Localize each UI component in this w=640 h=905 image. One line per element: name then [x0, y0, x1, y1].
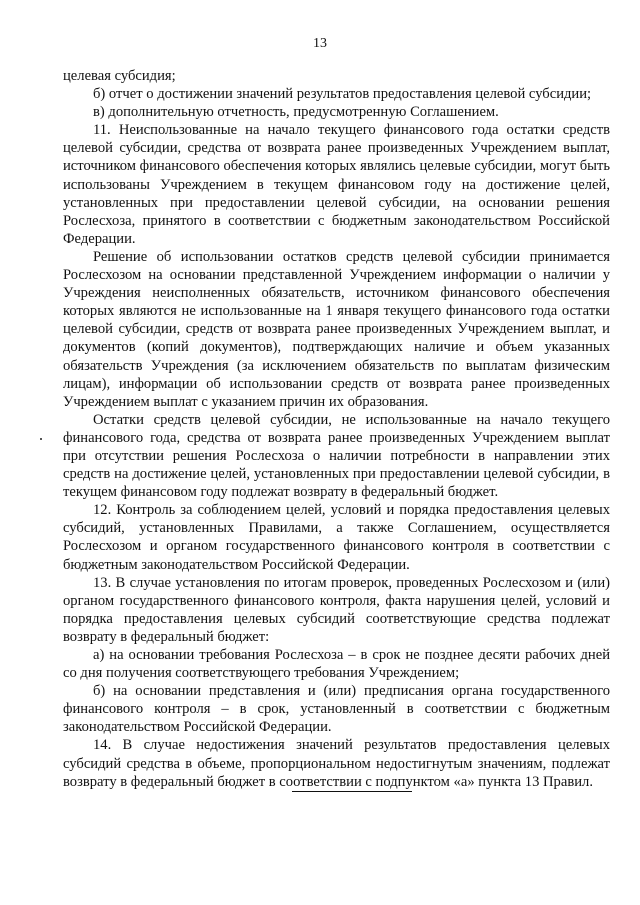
paragraph-clause-14: 14. В случае недостижения значений результатов предоставления целевых субсидий средства в объеме, пропорциональном недостигнутым значениям, подлежат возврату в федеральный бюджет в соответствии с подпунктом «а» пункта 13 Правил. — [63, 737, 610, 790]
paragraph-remainders-return: Остатки средств целевой субсидии, не использованные на начало текущего финансового года, средства от возврата ранее произведенных Учреждением выплат при отсутствии решения Рослесхоза о наличии потребности в направлении этих средств на достижение целей, установленных при предоставлении целевой субсидии, в текущем финансовом году подлежат возврату в федеральный бюджет. — [63, 411, 610, 501]
paragraph-decision-on-remainders: Решение об использовании остатков средств целевой субсидии принимается Рослесхозом на основании представленной Учреждением информации о наличии у Учреждения неисполненных обязательств, источником финансового обеспечения которых являются не использованные на 1 января текущего финансового года остатки целевой субсидии, средств от возврата ранее произведенных Учреждением выплат, и документов (копий документов), подтверждающих наличие и объем указанных обязательств Учреждения (за исключением обязательств по выплатам физическим лицам), информации об использовании средств от возврата ранее произведенных Учреждением выплат с указанием причин их образования. — [63, 248, 610, 410]
paragraph-clause-11: 11. Неиспользованные на начало текущего финансового года остатки средств целевой субсидии, средства от возврата ранее произведенных Учреждением выплат, источником финансового обеспечения которых являлись целевые субсидии, могут быть использованы Учреждением в текущем финансовом году на достижение целей, установленных при предоставлении целевой субсидии, на основании решения Рослесхоза, принятого в соответствии с бюджетным законодательством Российской Федерации. — [63, 122, 610, 247]
paragraph-clause-13-a: а) на основании требования Рослесхоза – в срок не позднее десяти рабочих дней со дня получения соответствующего требования Учреждением; — [63, 647, 610, 682]
scan-artifact — [40, 438, 42, 440]
document-body — [63, 67, 610, 791]
page-number: 13 — [313, 36, 327, 51]
paragraph-clause-13-b: б) на основании представления и (или) предписания органа государственного финансового контроля – в срок, установленный в соответствии с бюджетным законодательством Российской Федерации. — [63, 683, 610, 736]
paragraph-clause-12: 12. Контроль за соблюдением целей, условий и порядка предоставления целевых субсидий, установленных Правилами, а также Соглашением, осуществляется Рослесхозом и органом государственного финансового контроля в соответствии с бюджетным законодательством Российской Федерации. — [63, 502, 610, 573]
paragraph-item-v-reporting: в) дополнительную отчетность, предусмотренную Соглашением. — [93, 104, 499, 121]
paragraph-clause-13: 13. В случае установления по итогам проверок, проведенных Рослесхозом и (или) органом государственного финансового контроля, факта нарушения целей, условий и порядка предоставления целевых субсидий соответствующие средства подлежат возврату в федеральный бюджет: — [63, 574, 610, 645]
paragraph-item-b-report: б) отчет о достижении значений результатов предоставления целевой субсидии; — [93, 86, 592, 103]
paragraph-continuation: целевая субсидия; — [63, 68, 176, 84]
closing-rule — [292, 791, 412, 792]
